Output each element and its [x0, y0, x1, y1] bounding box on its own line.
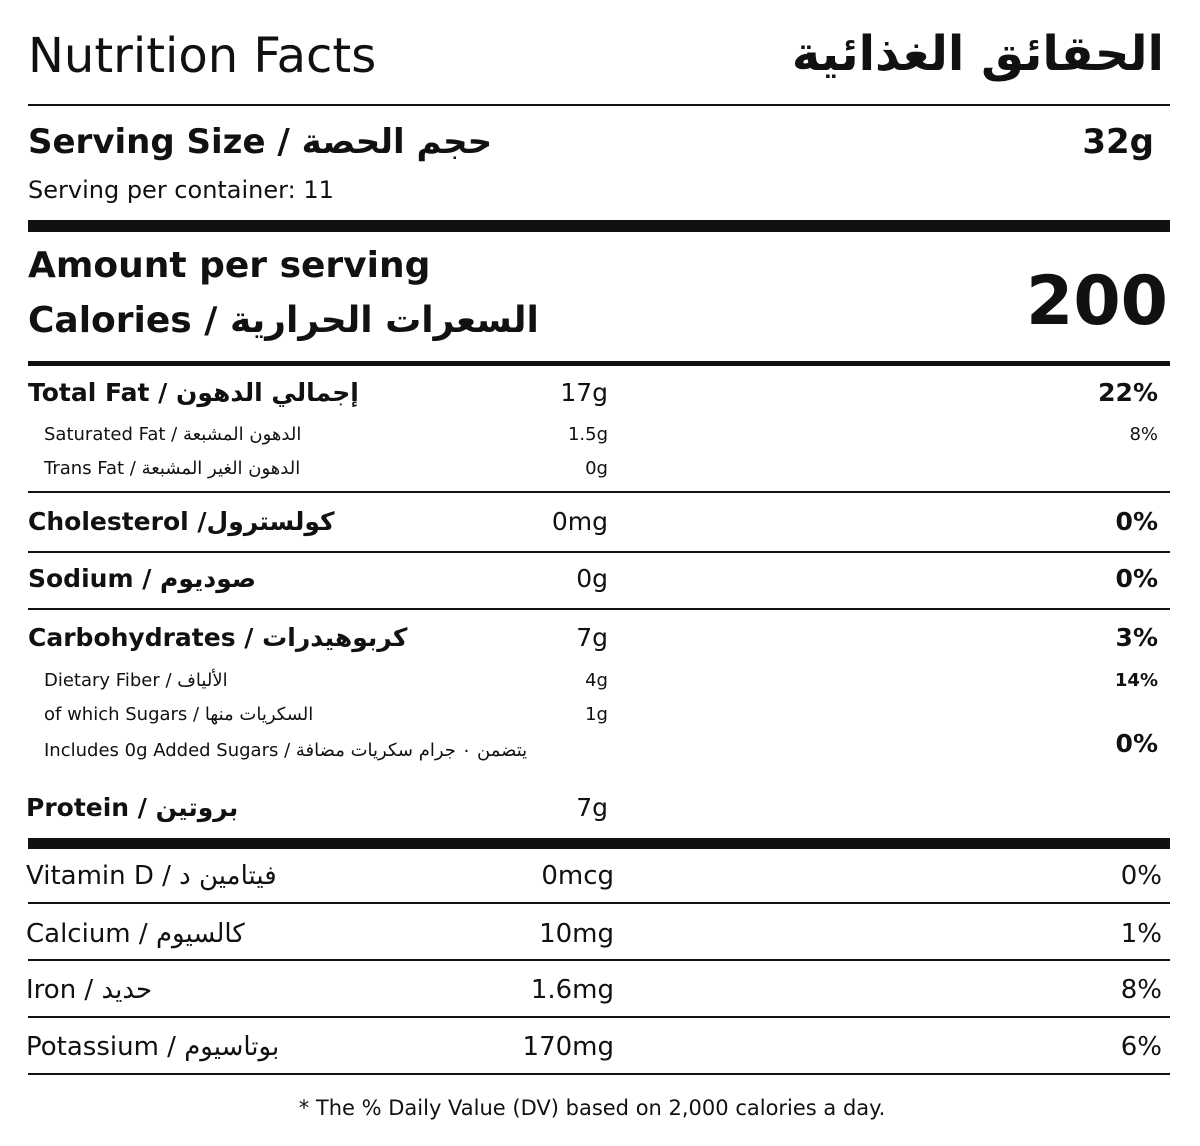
dietary-fiber-label: Dietary Fiber / الألياف [44, 670, 228, 691]
iron-dv: 8% [1120, 975, 1162, 1005]
cholesterol-amount: 0mg [551, 507, 608, 536]
divider-row [28, 551, 1170, 553]
total-fat-dv: 22% [1098, 378, 1158, 407]
divider-row [28, 902, 1170, 904]
added-sugars-dv: 0% [1115, 729, 1158, 758]
title-english: Nutrition Facts [28, 28, 377, 84]
vitamin-d-label: Vitamin D / فيتامين د [26, 861, 277, 891]
divider-row [28, 959, 1170, 961]
protein-label: Protein / بروتين [26, 793, 239, 822]
amount-per-serving-heading: Amount per serving [28, 245, 431, 286]
cholesterol-dv: 0% [1115, 507, 1158, 536]
calcium-dv: 1% [1120, 919, 1162, 949]
trans-fat-label: Trans Fat / الدهون الغير المشبعة [44, 458, 301, 479]
potassium-dv: 6% [1120, 1032, 1162, 1062]
dietary-fiber-dv: 14% [1114, 670, 1158, 691]
sodium-amount: 0g [576, 564, 608, 593]
calcium-amount: 10mg [539, 919, 614, 949]
carbohydrates-label: Carbohydrates / كربوهيدرات [28, 623, 408, 652]
servings-per-container: Serving per container: 11 [28, 176, 334, 204]
vitamin-d-dv: 0% [1120, 861, 1162, 891]
calories-value: 200 [1026, 262, 1168, 341]
calories-label: Calories / السعرات الحرارية [28, 300, 539, 341]
calcium-label: Calcium / كالسيوم [26, 919, 245, 949]
daily-value-footnote: * The % Daily Value (DV) based on 2,000 calories a day. [298, 1096, 886, 1120]
dietary-fiber-amount: 4g [585, 670, 608, 691]
added-sugars-label: Includes 0g Added Sugars / يتضمن ٠ جرام سكريات مضافة [44, 740, 528, 761]
iron-amount: 1.6mg [530, 975, 614, 1005]
divider-row [28, 608, 1170, 610]
serving-size-value: 32g [1082, 122, 1154, 162]
carbohydrates-amount: 7g [576, 623, 608, 652]
divider-thick [28, 838, 1170, 849]
serving-size-label: Serving Size / حجم الحصة [28, 122, 493, 162]
sugars-amount: 1g [585, 704, 608, 725]
potassium-label: Potassium / بوتاسيوم [26, 1032, 280, 1062]
divider-thick [28, 220, 1170, 232]
saturated-fat-dv: 8% [1129, 424, 1158, 445]
protein-amount: 7g [576, 793, 608, 822]
divider-row [28, 1016, 1170, 1018]
sodium-dv: 0% [1115, 564, 1158, 593]
sugars-label: of which Sugars / السكريات منها [44, 704, 314, 725]
divider-row [28, 491, 1170, 493]
potassium-amount: 170mg [522, 1032, 614, 1062]
total-fat-amount: 17g [560, 378, 608, 407]
total-fat-label: Total Fat / إجمالي الدهون [28, 378, 359, 407]
divider-bottom [28, 1073, 1170, 1075]
iron-label: Iron / حديد [26, 975, 153, 1005]
title-arabic: الحقائق الغذائية [791, 26, 1164, 82]
saturated-fat-label: Saturated Fat / الدهون المشبعة [44, 424, 302, 445]
saturated-fat-amount: 1.5g [567, 424, 608, 445]
divider-medium [28, 361, 1170, 366]
cholesterol-label: Cholesterol /كولسترول [28, 507, 335, 536]
carbohydrates-dv: 3% [1115, 623, 1158, 652]
trans-fat-amount: 0g [585, 458, 608, 479]
sodium-label: Sodium / صوديوم [28, 564, 257, 593]
divider-thin [28, 104, 1170, 106]
vitamin-d-amount: 0mcg [541, 861, 614, 891]
